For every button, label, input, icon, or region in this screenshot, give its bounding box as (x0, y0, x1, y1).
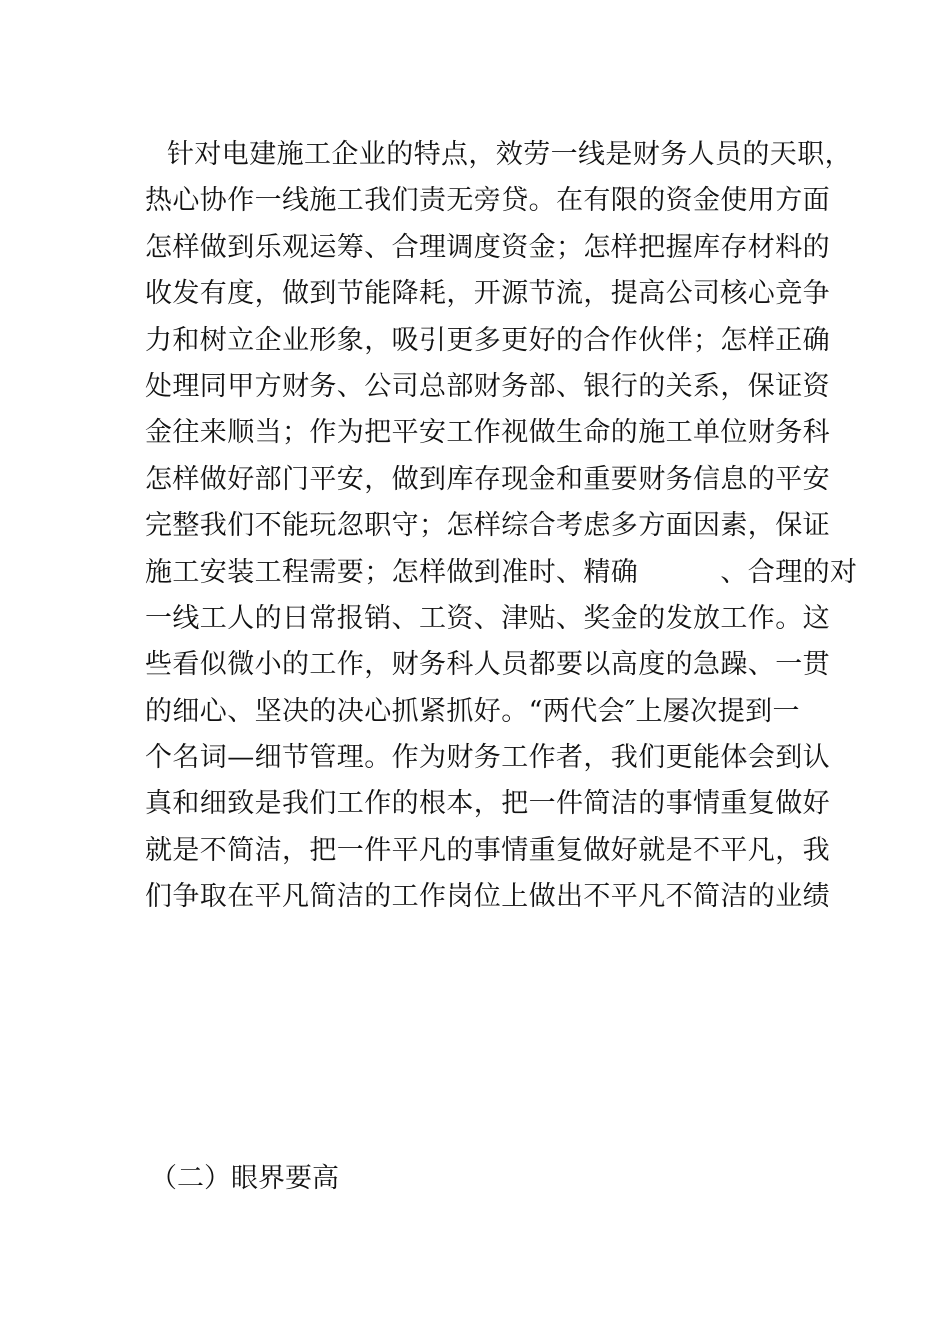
paragraph-line: 收发有度，做到节能降耗，开源节流，提高公司核心竞争 (145, 278, 830, 310)
paragraph-line: 金往来顺当；作为把平安工作视做生命的施工单位财务科 (145, 417, 830, 449)
paragraph-line: 怎样做到乐观运筹、合理调度资金；怎样把握库存材料的 (145, 231, 830, 263)
paragraph-line: 一线工人的日常报销、工资、津贴、奖金的发放工作。这 (145, 602, 830, 634)
paragraph-line: 们争取在平凡简洁的工作岗位上做出不平凡不简洁的业绩 (145, 881, 830, 913)
paragraph-line: 热心协作一线施工我们责无旁贷。在有限的资金使用方面 (145, 185, 830, 217)
paragraph-line: 力和树立企业形象，吸引更多更好的合作伙伴；怎样正确 (145, 324, 830, 356)
section-heading: （二）眼界要高 (150, 1163, 339, 1194)
paragraph-line: 些看似微小的工作，财务科人员都要以高度的急躁、一贯 (145, 649, 830, 681)
paragraph-line: 就是不简洁，把一件平凡的事情重复做好就是不平凡，我 (145, 834, 830, 866)
paragraph-line: 真和细致是我们工作的根本，把一件简洁的事情重复做好 (145, 788, 830, 820)
paragraph-line: 施工安装工程需要；怎样做到准时、精确 、合理的对 (145, 556, 858, 588)
paragraph-line: 完整我们不能玩忽职守；怎样综合考虑多方面因素，保证 (145, 510, 830, 542)
paragraph-line: 处理同甲方财务、公司总部财务部、银行的关系，保证资 (145, 370, 830, 402)
paragraph-line: 针对电建施工企业的特点，效劳一线是财务人员的天职， (167, 139, 852, 170)
paragraph-line: 个名词—细节管理。作为财务工作者，我们更能体会到认 (145, 742, 830, 774)
paragraph-line: 怎样做好部门平安，做到库存现金和重要财务信息的平安 (145, 463, 830, 495)
paragraph-line: 的细心、坚决的决心抓紧抓好。“两代会″上屡次提到一 (145, 695, 800, 727)
body-paragraph (145, 132, 858, 921)
